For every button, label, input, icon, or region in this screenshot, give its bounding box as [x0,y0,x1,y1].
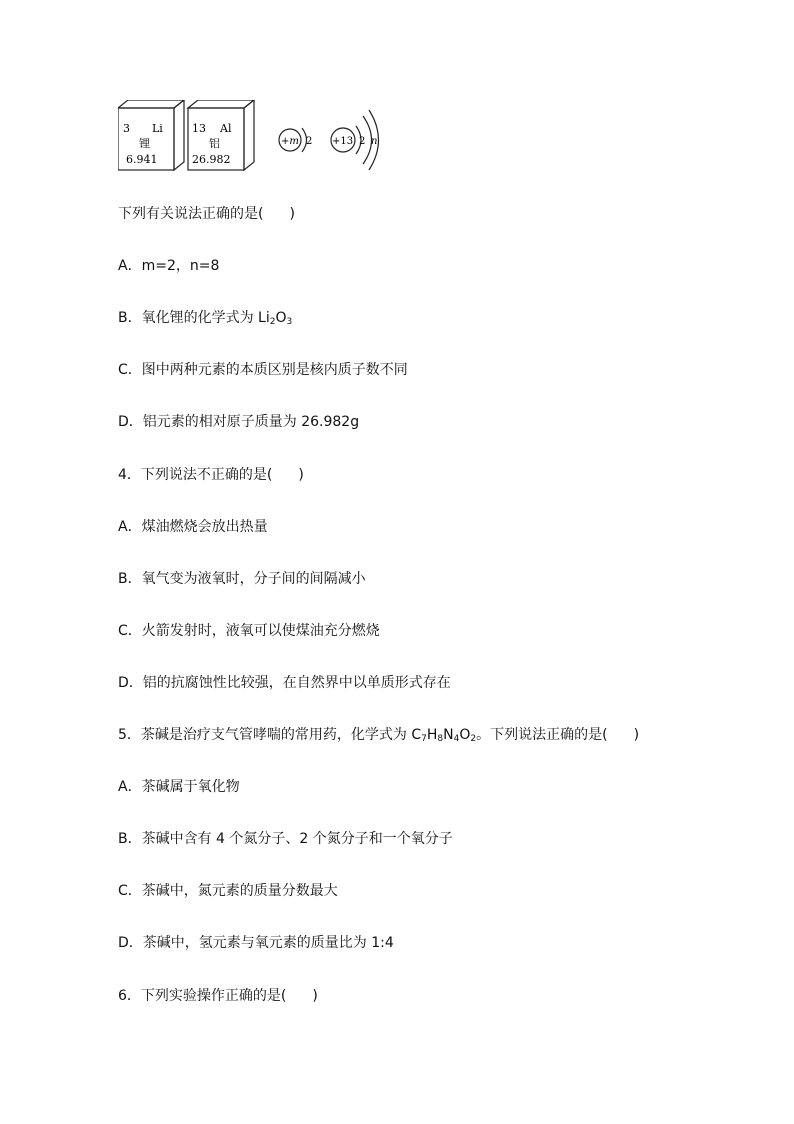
q3-stem: 下列有关说法正确的是( ) [118,206,295,222]
q3-option-b: B．氧化锂的化学式为 $Li_2O_3$ [118,310,293,327]
q4-option-d: D．铝的抗腐蚀性比较强，在自然界中以单质形式存在 [118,675,451,691]
q5-option-a: A．茶碱属于氧化物 [118,779,240,795]
q6-stem: 6．下列实验操作正确的是( ) [118,988,318,1004]
q5-option-b: B．茶碱中含有 4 个氮分子、2 个氮分子和一个氧分子 [118,831,453,847]
q3-option-d: D．铝元素的相对原子质量为 26.982g [118,414,360,430]
q5-stem: 5．茶碱是治疗支气管哮喘的常用药，化学式为 $C_7H_8N_4O_2$。下列说法正确的是( ) [118,727,640,744]
atom-structure-m [279,128,312,152]
q4-stem: 4．下列说法不正确的是( ) [118,467,304,483]
q5-option-c: C．茶碱中，氮元素的质量分数最大 [118,883,338,899]
al-mass: 26.982 [192,153,231,166]
al-number: 13 [192,122,206,135]
li-name: 锂 [139,137,150,150]
atom2-nucleus: +13 [332,136,354,147]
atom1-shell1: 2 [306,136,313,147]
lithium-tile [118,100,184,170]
q3-option-a: A．m=2，n=8 [118,258,220,274]
q4-option-c: C．火箭发射时，液氧可以使煤油充分燃烧 [118,623,380,639]
li-mass: 6.941 [126,153,158,166]
atom1-nucleus: +m [281,136,299,147]
q4-option-b: B．氧气变为液氧时，分子间的间隔减小 [118,571,366,587]
atom2-shell1: 2 [359,136,366,147]
al-symbol: Al [220,122,232,135]
atom2-shell2: n [371,136,378,147]
atom-structure-13 [331,110,379,170]
aluminum-tile [188,100,254,170]
al-name: 铝 [209,137,220,150]
li-symbol: Li [152,122,163,135]
li-number: 3 [123,122,130,135]
element-figure [118,100,388,172]
q5-option-d: D．茶碱中，氢元素与氧元素的质量比为 1:4 [118,935,394,951]
q3-option-c: C．图中两种元素的本质区别是核内质子数不同 [118,362,408,378]
q4-option-a: A．煤油燃烧会放出热量 [118,519,268,535]
